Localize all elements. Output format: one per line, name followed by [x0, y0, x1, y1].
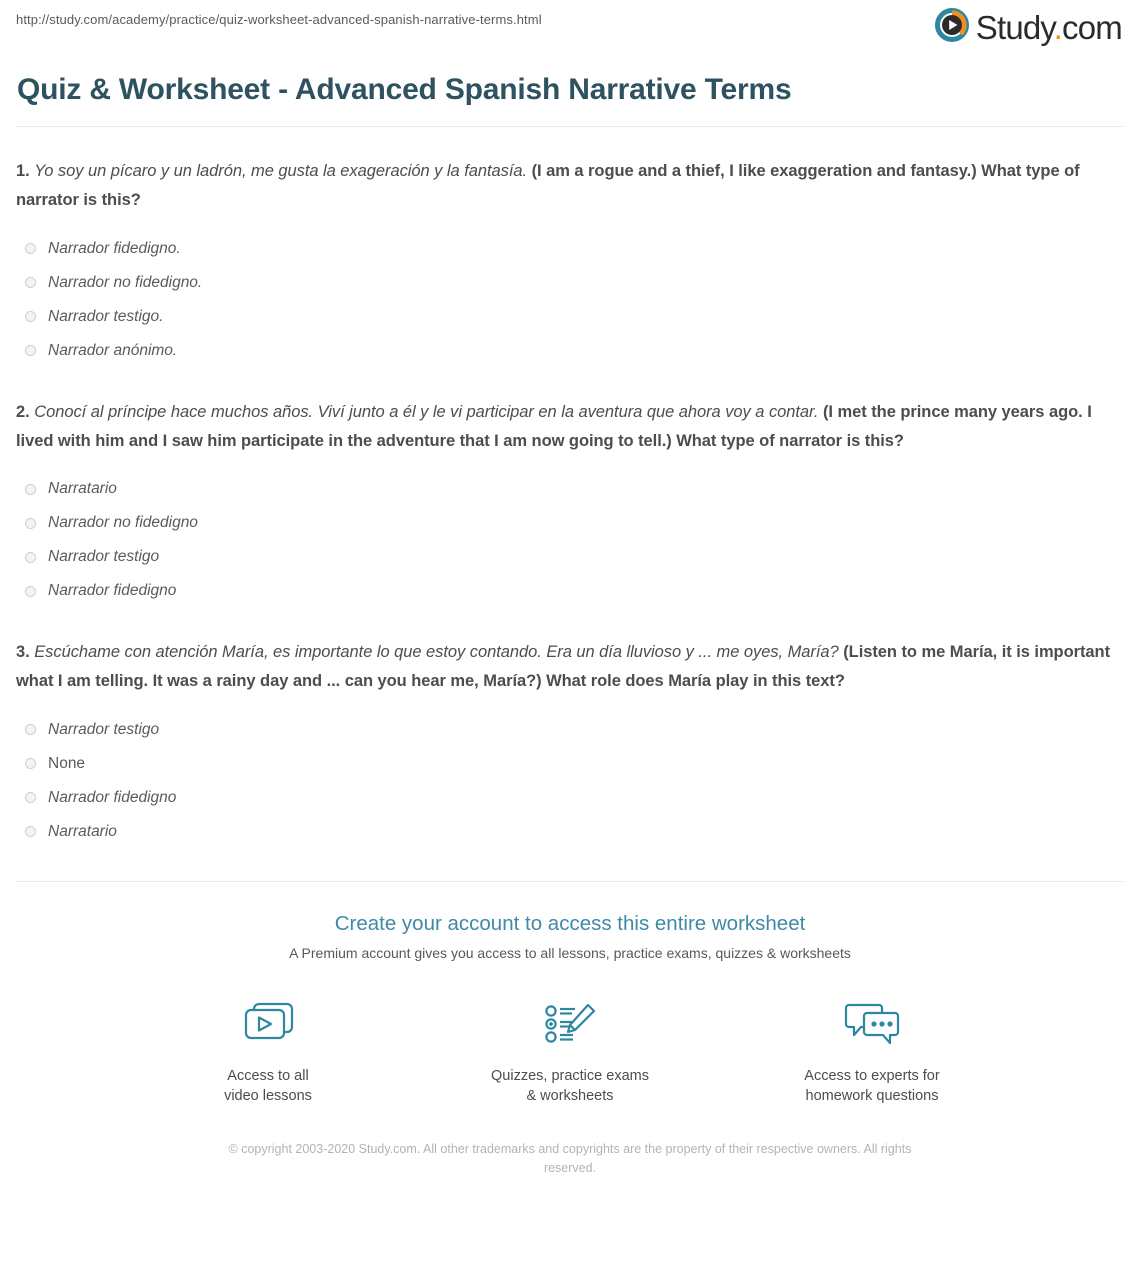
logo-tld: com [1062, 8, 1122, 46]
radio-button-icon[interactable] [25, 792, 36, 803]
answer-option[interactable] [16, 472, 1124, 506]
question-block [16, 398, 1124, 609]
play-circle-icon [935, 8, 969, 47]
cta-subheading: A Premium account gives you access to all lessons, practice exams, quizzes & worksheets [289, 944, 851, 961]
question-english: (Listen to me María, it is important what I am telling. It was a rainy day and ... can you hear me, María?) What role does María play in this text? [16, 643, 1111, 690]
question-english: (I met the prince many years ago. I lived with him and I saw him participate in the adventure that I am now going to tell.) What type of narrator is this? [16, 402, 1092, 450]
answer-option[interactable] [16, 232, 1124, 266]
answer-option-label: Narrador no fidedigno. [48, 273, 203, 291]
answer-option-label: Narrador testigo. [48, 307, 164, 325]
question-number: 3. [16, 643, 30, 661]
radio-button-icon[interactable] [25, 311, 36, 322]
copyright-notice: © copyright 2003-2020 Study.com. All other trademarks and copyrights are the property of their respective owners. All rights reserved. [228, 1141, 912, 1175]
answer-option-label: Narratario [48, 822, 117, 840]
study-com-logo[interactable] [935, 8, 1122, 47]
question-text [16, 157, 1124, 215]
answer-option[interactable] [16, 300, 1124, 334]
header-divider [16, 126, 1124, 127]
answer-option-label: Narrador anónimo. [48, 341, 178, 359]
answer-option[interactable] [16, 574, 1124, 608]
answer-option[interactable] [16, 334, 1124, 368]
page-header [0, 0, 1140, 60]
chat-bubbles-icon [792, 993, 952, 1055]
answer-option-label: Narratario [48, 480, 117, 497]
option-list [16, 713, 1124, 849]
question-text [16, 638, 1124, 696]
answer-option-label: Narrador fidedigno [48, 582, 177, 599]
answer-option-label: None [48, 754, 86, 772]
question-number: 2. [16, 402, 30, 421]
feature-list [0, 993, 1140, 1106]
option-list [16, 472, 1124, 608]
page-title: Quiz & Worksheet - Advanced Spanish Narrative Terms [17, 73, 792, 106]
feature-experts [792, 993, 952, 1106]
question-text [16, 398, 1124, 456]
radio-button-icon[interactable] [25, 826, 36, 837]
logo-word-study: Study [975, 8, 1054, 46]
feature-quizzes [490, 993, 650, 1106]
answer-option-label: Narrador testigo [48, 548, 160, 565]
radio-button-icon[interactable] [25, 758, 36, 769]
answer-option-label: Narrador no fidedigno [48, 514, 198, 531]
radio-button-icon[interactable] [25, 484, 36, 495]
question-spanish: Yo soy un pícaro y un ladrón, me gusta la exageración y la fantasía. [34, 162, 528, 180]
answer-option-label: Narrador fidedigno. [48, 239, 181, 257]
question-number: 1. [16, 162, 30, 180]
answer-option-label: Narrador testigo [48, 720, 160, 738]
radio-button-icon[interactable] [25, 243, 36, 254]
logo-wordmark [975, 8, 1122, 46]
radio-button-icon[interactable] [25, 345, 36, 356]
question-english: (I am a rogue and a thief, I like exaggeration and fantasy.) What type of narrator is this? [16, 162, 1080, 209]
answer-option[interactable] [16, 815, 1124, 849]
question-spanish: Escúchame con atención María, es importante lo que estoy contando. Era un día lluvioso y ... me oyes, María? [34, 643, 839, 661]
quiz-checklist-pencil-icon [490, 993, 650, 1055]
feature-video-lessons [188, 993, 348, 1106]
feature-caption: Quizzes, practice exams & worksheets [491, 1067, 649, 1104]
cta-heading[interactable]: Create your account to access this entire worksheet [334, 911, 806, 935]
radio-button-icon[interactable] [25, 518, 36, 529]
question-block [16, 638, 1124, 849]
question-block [16, 157, 1124, 368]
radio-button-icon[interactable] [25, 724, 36, 735]
question-spanish: Conocí al príncipe hace muchos años. Viví junto a él y le vi participar en la aventura que ahora voy a contar. [34, 402, 819, 421]
radio-button-icon[interactable] [25, 586, 36, 597]
cta-divider [16, 881, 1124, 882]
answer-option[interactable] [16, 781, 1124, 815]
radio-button-icon[interactable] [25, 277, 36, 288]
create-account-cta [0, 881, 1140, 1178]
video-lessons-icon [188, 993, 348, 1055]
answer-option-label: Narrador fidedigno [48, 788, 177, 806]
answer-option[interactable] [16, 713, 1124, 747]
logo-dot: . [1053, 8, 1063, 46]
answer-option[interactable] [16, 747, 1124, 781]
answer-option[interactable] [16, 540, 1124, 574]
feature-caption: Access to all video lessons [224, 1067, 312, 1104]
questions-list [0, 157, 1140, 849]
answer-option[interactable] [16, 506, 1124, 540]
page-url: http://study.com/academy/practice/quiz-worksheet-advanced-spanish-narrative-terms.html [16, 12, 542, 27]
radio-button-icon[interactable] [25, 552, 36, 563]
answer-option[interactable] [16, 266, 1124, 300]
feature-caption: Access to experts for homework questions [804, 1067, 940, 1104]
option-list [16, 232, 1124, 368]
